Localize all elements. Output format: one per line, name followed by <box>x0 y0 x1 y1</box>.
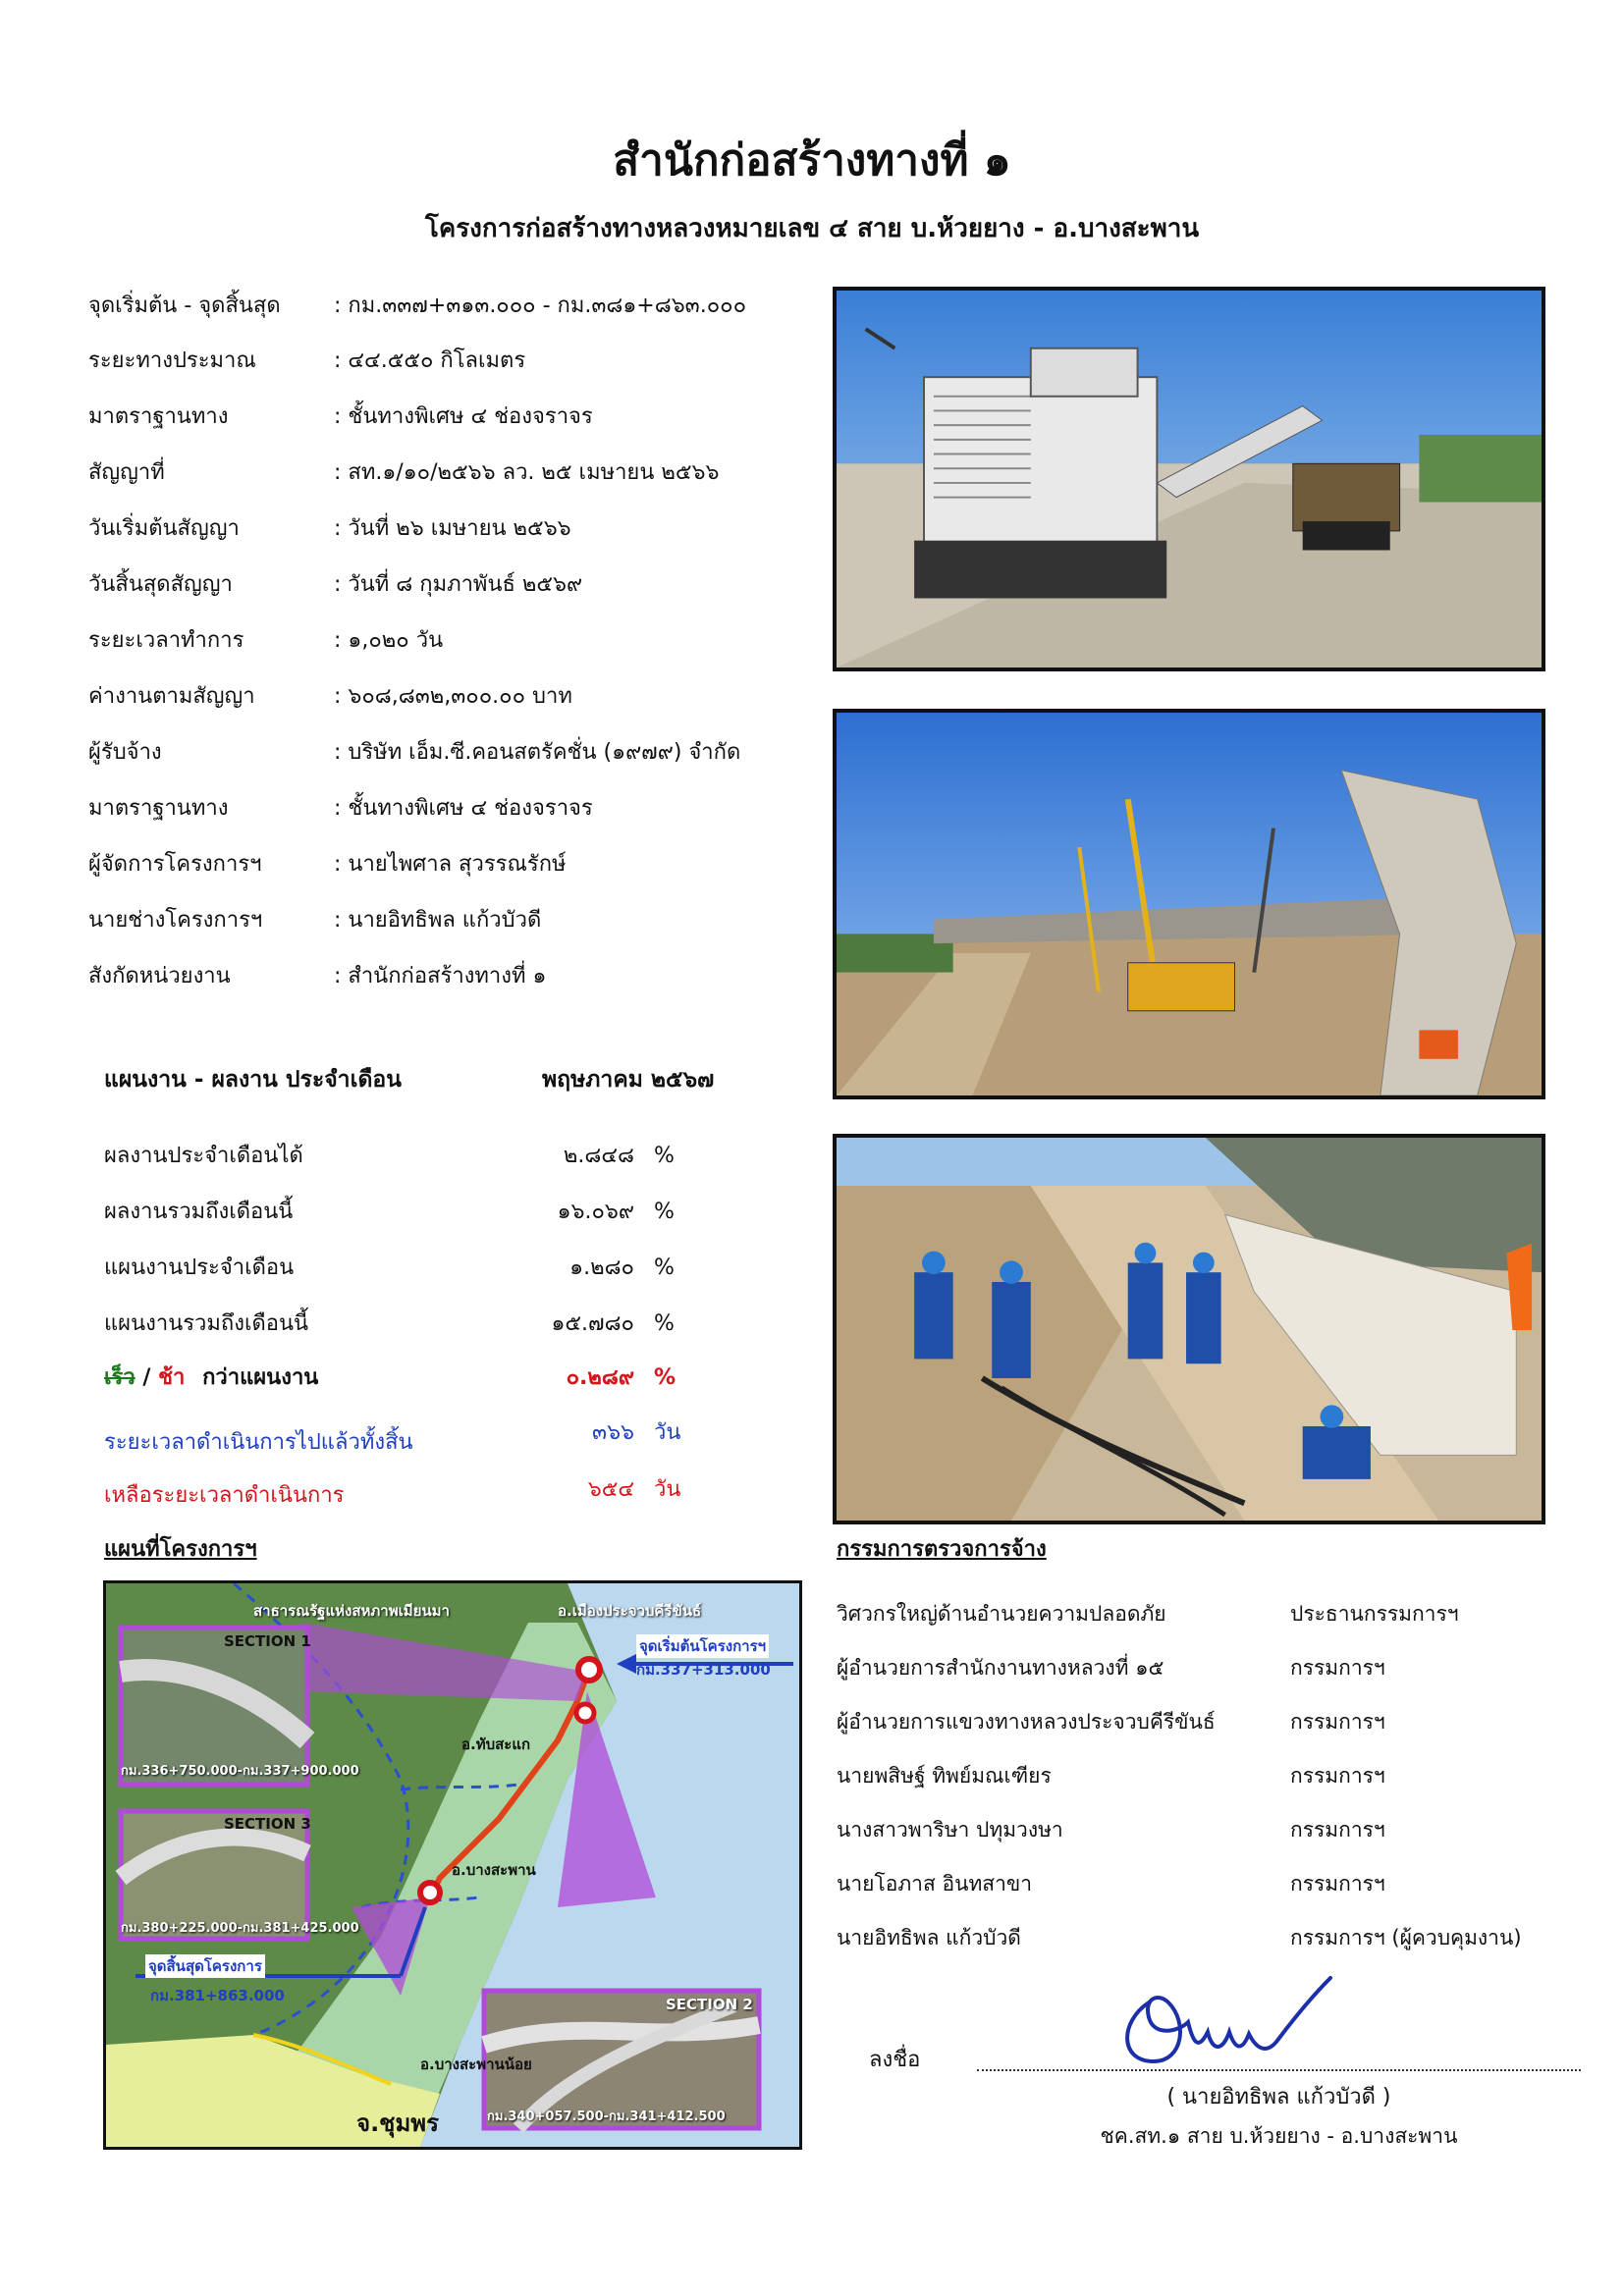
elapsed-unit: วัน <box>654 1420 681 1445</box>
elapsed-value: ๓๖๖ <box>592 1420 634 1445</box>
committee-row <box>837 1864 1543 1903</box>
section3-label: SECTION 3 <box>224 1815 311 1833</box>
committee-role: กรรมการฯ <box>1290 1818 1385 1842</box>
progress-unit: % <box>654 1311 675 1336</box>
info-value: : ๖๐๘,๘๓๒,๓๐๐.๐๐ บาท <box>334 684 572 709</box>
committee-name: ผู้อำนวยการสำนักงานทางหลวงที่ ๑๕ <box>837 1656 1164 1680</box>
map-heading: แผนที่โครงการฯ <box>104 1537 257 1562</box>
photo-bridge-construction <box>833 709 1545 1099</box>
info-value: : ๔๔.๕๕๐ กิโลเมตร <box>334 348 526 373</box>
committee-row <box>837 1702 1543 1741</box>
info-label: วันสิ้นสุดสัญญา <box>88 572 233 597</box>
info-value: : สำนักก่อสร้างทางที่ ๑ <box>334 964 547 988</box>
progress-label: ผลงานรวมถึงเดือนนี้ <box>104 1200 294 1224</box>
map-district-mid: อ.ทับสะแก <box>461 1735 531 1753</box>
photo-workers-site <box>833 1134 1545 1524</box>
progress-unit: % <box>654 1255 675 1280</box>
committee-role: กรรมการฯ (ผู้ควบคุมงาน) <box>1290 1926 1522 1949</box>
progress-row <box>104 1137 713 1176</box>
section1-label: SECTION 1 <box>224 1632 311 1650</box>
progress-label: แผนงานรวมถึงเดือนนี้ <box>104 1311 309 1336</box>
info-label: วันเริ่มต้นสัญญา <box>88 516 240 541</box>
committee-row <box>837 1648 1543 1687</box>
committee-name: นางสาวพาริษา ปทุมวงษา <box>837 1818 1063 1842</box>
ahead-behind-row <box>104 1359 713 1398</box>
map-country-label: สาธารณรัฐแห่งสหภาพเมียนมา <box>253 1602 450 1620</box>
diff-unit: % <box>654 1365 677 1390</box>
info-label: จุดเริ่มต้น - จุดสิ้นสุด <box>88 294 281 318</box>
progress-label: ผลงานประจำเดือนได้ <box>104 1144 303 1168</box>
committee-name: ผู้อำนวยการแขวงทางหลวงประจวบคีรีขันธ์ <box>837 1710 1216 1734</box>
committee-heading: กรรมการตรวจการจ้าง <box>837 1537 1047 1562</box>
map-end-label: จุดสิ้นสุดโครงการ <box>145 1954 265 1978</box>
elapsed-label: ระยะเวลาดำเนินการไปแล้วทั้งสิ้น <box>104 1430 413 1455</box>
info-value: : วันที่ ๒๖ เมษายน ๒๕๖๖ <box>334 516 571 541</box>
info-value: : ชั้นทางพิเศษ ๔ ช่องจราจร <box>334 404 593 429</box>
progress-row <box>104 1193 713 1232</box>
info-value: : นายไพศาล สุวรรณรักษ์ <box>334 852 567 877</box>
info-label: นายช่างโครงการฯ <box>88 908 263 933</box>
info-label: สังกัดหน่วยงาน <box>88 964 231 988</box>
signature-line <box>977 2069 1581 2071</box>
handwritten-signature <box>1110 1963 1345 2081</box>
project-subtitle: โครงการก่อสร้างทางหลวงหมายเลข ๔ สาย บ.ห้วยยาง - อ.บางสะพาน <box>424 214 1200 243</box>
signer-position: ชค.สท.๑ สาย บ.ห้วยยาง - อ.บางสะพาน <box>1100 2124 1458 2148</box>
info-label: มาตราฐานทาง <box>88 404 229 429</box>
map-district-noi: อ.บางสะพานน้อย <box>420 2056 532 2073</box>
slow-word: ช้า <box>158 1365 186 1390</box>
committee-row <box>837 1594 1543 1633</box>
progress-unit: % <box>654 1200 675 1224</box>
map-start-km: กม.337+313.000 <box>636 1661 771 1679</box>
info-label: ผู้จัดการโครงการฯ <box>88 852 262 877</box>
committee-row <box>837 1756 1543 1795</box>
ahead-behind-label <box>104 1359 318 1398</box>
info-value: : ชั้นทางพิเศษ ๔ ช่องจราจร <box>334 796 593 821</box>
section2-km: กม.340+057.500-กม.341+412.500 <box>487 2109 726 2124</box>
map-end-km: กม.381+863.000 <box>150 1987 285 2004</box>
remaining-row <box>104 1470 713 1510</box>
committee-role: กรรมการฯ <box>1290 1710 1385 1734</box>
info-value: : สท.๑/๑๐/๒๕๖๖ ลว. ๒๕ เมษายน ๒๕๖๖ <box>334 460 720 485</box>
info-label: มาตราฐานทาง <box>88 796 229 821</box>
photo-milling-machine <box>833 287 1545 671</box>
info-label: ระยะทางประมาณ <box>88 348 256 373</box>
committee-role: กรรมการฯ <box>1290 1872 1385 1896</box>
info-label: ค่างานตามสัญญา <box>88 684 255 709</box>
section2-label: SECTION 2 <box>666 1996 753 2013</box>
section1-km: กม.336+750.000-กม.337+900.000 <box>121 1764 359 1779</box>
progress-value: ๒.๘๔๘ <box>563 1144 634 1168</box>
info-value: : นายอิทธิพล แก้วบัวดี <box>334 908 542 933</box>
map-start-label: จุดเริ่มต้นโครงการฯ <box>636 1634 769 1658</box>
info-value: : กม.๓๓๗+๓๑๓.๐๐๐ - กม.๓๘๑+๘๖๓.๐๐๐ <box>334 294 746 318</box>
diff-value: ๐.๒๘๙ <box>566 1365 634 1390</box>
info-value: : บริษัท เอ็ม.ซี.คอนสตรัคชั่น (๑๙๗๙) จำกัด <box>334 740 741 765</box>
page-title: สำนักก่อสร้างทางที่ ๑ <box>613 135 1011 186</box>
progress-value: ๑๕.๗๘๐ <box>551 1311 634 1336</box>
map-district-bang: อ.บางสะพาน <box>452 1861 536 1879</box>
progress-label: แผนงานประจำเดือน <box>104 1255 295 1280</box>
progress-value: ๑.๒๘๐ <box>569 1255 634 1280</box>
vs-plan-label: กว่าแผนงาน <box>202 1365 319 1390</box>
map-district-top: อ.เมืองประจวบคีรีขันธ์ <box>558 1602 702 1620</box>
info-label: ระยะเวลาทำการ <box>88 628 244 653</box>
committee-role: กรรมการฯ <box>1290 1764 1385 1788</box>
project-map <box>103 1580 802 2150</box>
slash: / <box>142 1365 151 1390</box>
elapsed-row <box>104 1414 713 1453</box>
sign-label: ลงชื่อ <box>869 2048 921 2072</box>
committee-row <box>837 1918 1543 1957</box>
plan-heading: แผนงาน - ผลงาน ประจำเดือน <box>104 1067 402 1093</box>
committee-row <box>837 1810 1543 1849</box>
section3-km: กม.380+225.000-กม.381+425.000 <box>121 1921 359 1936</box>
remaining-value: ๖๕๔ <box>587 1477 634 1502</box>
progress-unit: % <box>654 1144 675 1168</box>
progress-row <box>104 1249 713 1288</box>
fast-word: เร็ว <box>104 1365 135 1390</box>
progress-row <box>104 1305 713 1344</box>
committee-role: กรรมการฯ <box>1290 1656 1385 1680</box>
committee-name: นายโอภาส อินทสาขา <box>837 1872 1033 1896</box>
committee-name: นายพสิษฐ์ ทิพย์มณเฑียร <box>837 1764 1052 1788</box>
committee-name: นายอิทธิพล แก้วบัวดี <box>837 1926 1021 1949</box>
progress-value: ๑๖.๐๖๙ <box>557 1200 634 1224</box>
remaining-label: เหลือระยะเวลาดำเนินการ <box>104 1483 345 1508</box>
remaining-unit: วัน <box>654 1477 681 1502</box>
info-label: ผู้รับจ้าง <box>88 740 162 765</box>
committee-name: วิศวกรใหญ่ด้านอำนวยความปลอดภัย <box>837 1602 1166 1626</box>
signer-name: ( นายอิทธิพล แก้วบัวดี ) <box>1166 2085 1391 2109</box>
plan-month: พฤษภาคม ๒๕๖๗ <box>542 1067 715 1093</box>
committee-role: ประธานกรรมการฯ <box>1290 1602 1459 1626</box>
map-province-label: จ.ชุมพร <box>356 2109 439 2137</box>
info-label: สัญญาที่ <box>88 460 165 485</box>
info-value: : ๑,๐๒๐ วัน <box>334 628 444 653</box>
info-value: : วันที่ ๘ กุมภาพันธ์ ๒๕๖๙ <box>334 572 583 597</box>
